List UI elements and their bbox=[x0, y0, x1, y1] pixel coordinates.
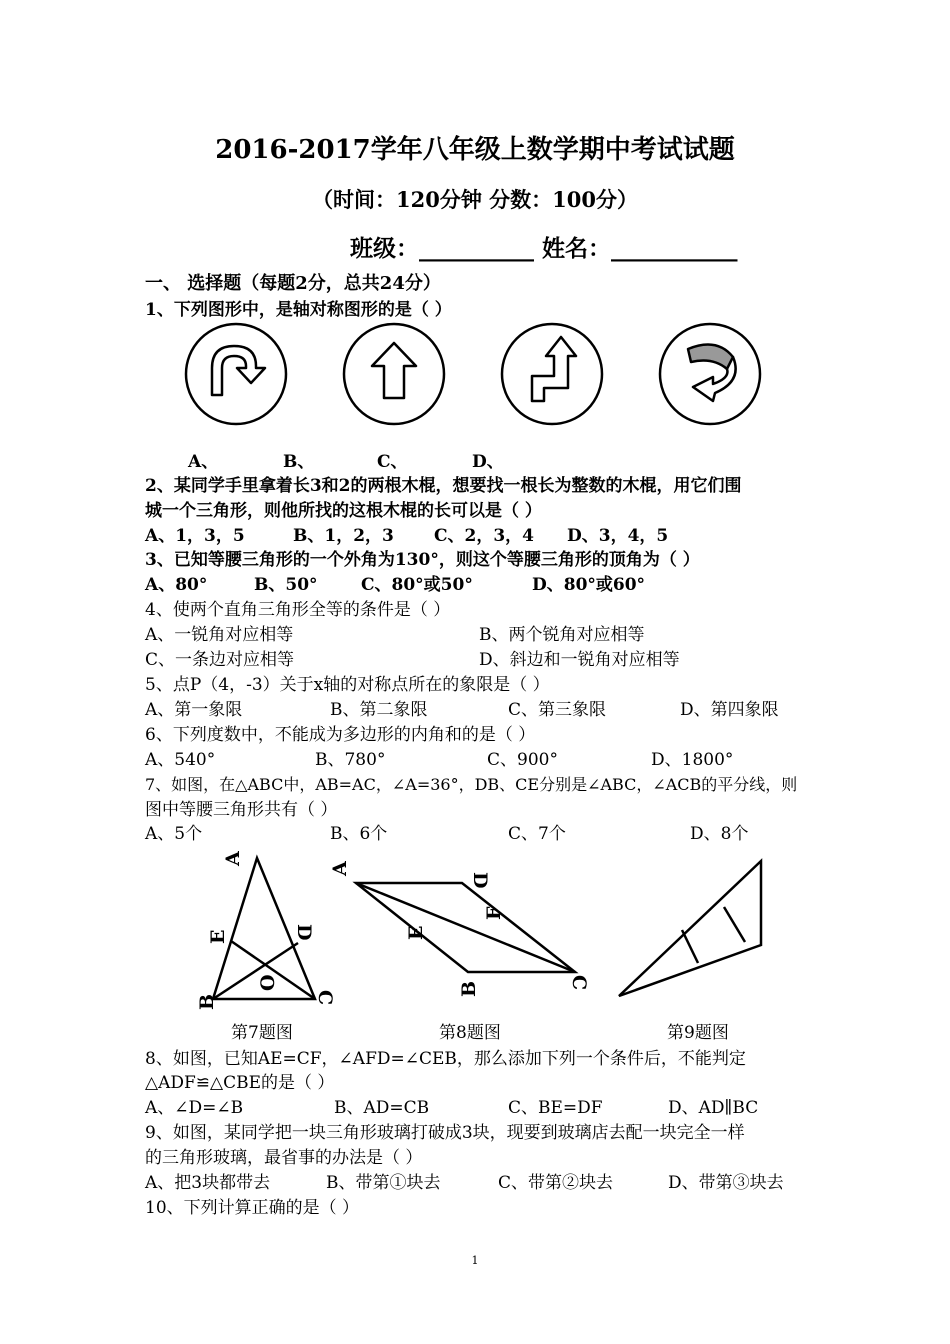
fig8-label-a: A bbox=[329, 861, 351, 876]
question-10-stem: 10、下列计算正确的是（ ） bbox=[145, 1198, 360, 1218]
fig7-label-o: O bbox=[257, 974, 279, 991]
fig7-label-a: A bbox=[222, 851, 244, 866]
q3-option-c: C、80°或50° bbox=[361, 575, 473, 595]
q5-option-c: C、第三象限 bbox=[508, 700, 607, 720]
q1-label-c: C、 bbox=[377, 452, 408, 472]
q7-option-c: C、7个 bbox=[508, 824, 566, 844]
q4-option-b: B、两个锐角对应相等 bbox=[479, 625, 645, 645]
q8-option-b: B、AD=CB bbox=[334, 1098, 430, 1118]
q8-option-c: C、BE=DF bbox=[508, 1098, 603, 1118]
q9-option-b: B、带第①块去 bbox=[326, 1173, 441, 1193]
q3-option-a: A、80° bbox=[145, 575, 208, 595]
q8-option-d: D、AD∥BC bbox=[668, 1098, 759, 1118]
page-title: 2016-2017学年八年级上数学期中考试试题 bbox=[215, 135, 735, 165]
q1-label-a: A、 bbox=[188, 452, 219, 472]
q3-option-b: B、50° bbox=[254, 575, 318, 595]
figure-7-triangle bbox=[195, 842, 345, 1020]
q2-option-a: A、1，3，5 bbox=[145, 526, 245, 546]
q4-option-d: D、斜边和一锐角对应相等 bbox=[479, 650, 680, 670]
fig8-label-d: D bbox=[469, 872, 491, 889]
figure-9-caption: 第9题图 bbox=[667, 1023, 729, 1043]
question-7-stem-line1: 7、如图，在△ABC中，AB=AC，∠A=36°，DB、CE分别是∠ABC，∠ACB的平分线，则 bbox=[145, 775, 798, 794]
q8-option-a: A、∠D=∠B bbox=[145, 1098, 244, 1118]
figure-9-broken-glass bbox=[610, 852, 770, 1004]
question-2-stem-line1: 2、某同学手里拿着长3和2的两根木棍，想要找一根长为整数的木棍，用它们围 bbox=[145, 476, 742, 496]
q1-figure-d-icon bbox=[657, 321, 763, 427]
q2-option-d: D、3，4，5 bbox=[567, 526, 669, 546]
q5-option-b: B、第二象限 bbox=[330, 700, 428, 720]
question-2-stem-line2: 城一个三角形，则他所找的这根木棍的长可以是（ ） bbox=[145, 501, 542, 521]
q7-option-d: D、8个 bbox=[690, 824, 749, 844]
figure-8-quadrilateral bbox=[329, 860, 600, 1010]
question-4-stem: 4、使两个直角三角形全等的条件是（ ） bbox=[145, 600, 451, 620]
section-heading: 一、 选择题（每题2分，总共24分） bbox=[145, 273, 441, 294]
fig8-label-c: C bbox=[568, 975, 590, 991]
question-7-stem-line2: 图中等腰三角形共有（ ） bbox=[145, 800, 338, 820]
q1-figure-b-icon bbox=[341, 321, 447, 427]
fig7-label-b: B bbox=[196, 993, 218, 1010]
q6-option-b: B、780° bbox=[315, 750, 386, 770]
question-9-stem-line1: 9、如图，某同学把一块三角形玻璃打破成3块，现要到玻璃店去配一块完全一样 bbox=[145, 1123, 745, 1143]
question-3-stem: 3、已知等腰三角形的一个外角为130°，则这个等腰三角形的顶角为（ ） bbox=[145, 550, 700, 570]
q1-figure-c-icon bbox=[499, 321, 605, 427]
q9-option-c: C、带第②块去 bbox=[498, 1173, 614, 1193]
q4-option-a: A、一锐角对应相等 bbox=[145, 625, 294, 645]
q7-option-b: B、6个 bbox=[330, 824, 388, 844]
question-6-stem: 6、下列度数中，不能成为多边形的内角和的是（ ） bbox=[145, 725, 536, 745]
fig7-label-e: E bbox=[207, 929, 229, 944]
question-8-stem-line2: △ADF≌△CBE的是（ ） bbox=[145, 1073, 335, 1093]
fig8-label-f: F bbox=[483, 906, 505, 920]
q1-figure-a-icon bbox=[183, 321, 289, 427]
q6-option-c: C、900° bbox=[487, 750, 558, 770]
fig8-label-e: E bbox=[405, 925, 427, 940]
q9-option-d: D、带第③块去 bbox=[668, 1173, 784, 1193]
q3-option-d: D、80°或60° bbox=[532, 575, 646, 595]
question-1-stem: 1、下列图形中，是轴对称图形的是（ ） bbox=[145, 300, 452, 320]
q2-option-c: C、2，3，4 bbox=[434, 526, 535, 546]
fig7-label-c: C bbox=[314, 990, 336, 1006]
q6-option-d: D、1800° bbox=[651, 750, 734, 770]
class-name-line: 班级：__________ 姓名：___________ bbox=[350, 235, 738, 262]
q5-option-d: D、第四象限 bbox=[680, 700, 779, 720]
figure-7-caption: 第7题图 bbox=[231, 1023, 293, 1043]
question-8-stem-line1: 8、如图，已知AE=CF，∠AFD=∠CEB，那么添加下列一个条件后，不能判定 bbox=[145, 1049, 746, 1069]
q1-label-d: D、 bbox=[472, 452, 504, 472]
page-number: 1 bbox=[471, 1254, 479, 1267]
fig8-label-b: B bbox=[458, 980, 480, 997]
q2-option-b: B、1，2，3 bbox=[293, 526, 394, 546]
figure-8-caption: 第8题图 bbox=[439, 1023, 501, 1043]
q6-option-a: A、540° bbox=[145, 750, 216, 770]
question-9-stem-line2: 的三角形玻璃，最省事的办法是（ ） bbox=[145, 1148, 423, 1168]
question-5-stem: 5、点P（4，-3）关于x轴的对称点所在的象限是（ ） bbox=[145, 675, 550, 695]
q4-option-c: C、一条边对应相等 bbox=[145, 650, 295, 670]
q5-option-a: A、第一象限 bbox=[145, 700, 243, 720]
exam-info: （时间：120分钟 分数：100分） bbox=[312, 187, 638, 212]
q9-option-a: A、把3块都带去 bbox=[145, 1173, 271, 1193]
q1-label-b: B、 bbox=[283, 452, 315, 472]
q7-option-a: A、5个 bbox=[145, 824, 203, 844]
fig7-label-d: D bbox=[293, 924, 315, 941]
